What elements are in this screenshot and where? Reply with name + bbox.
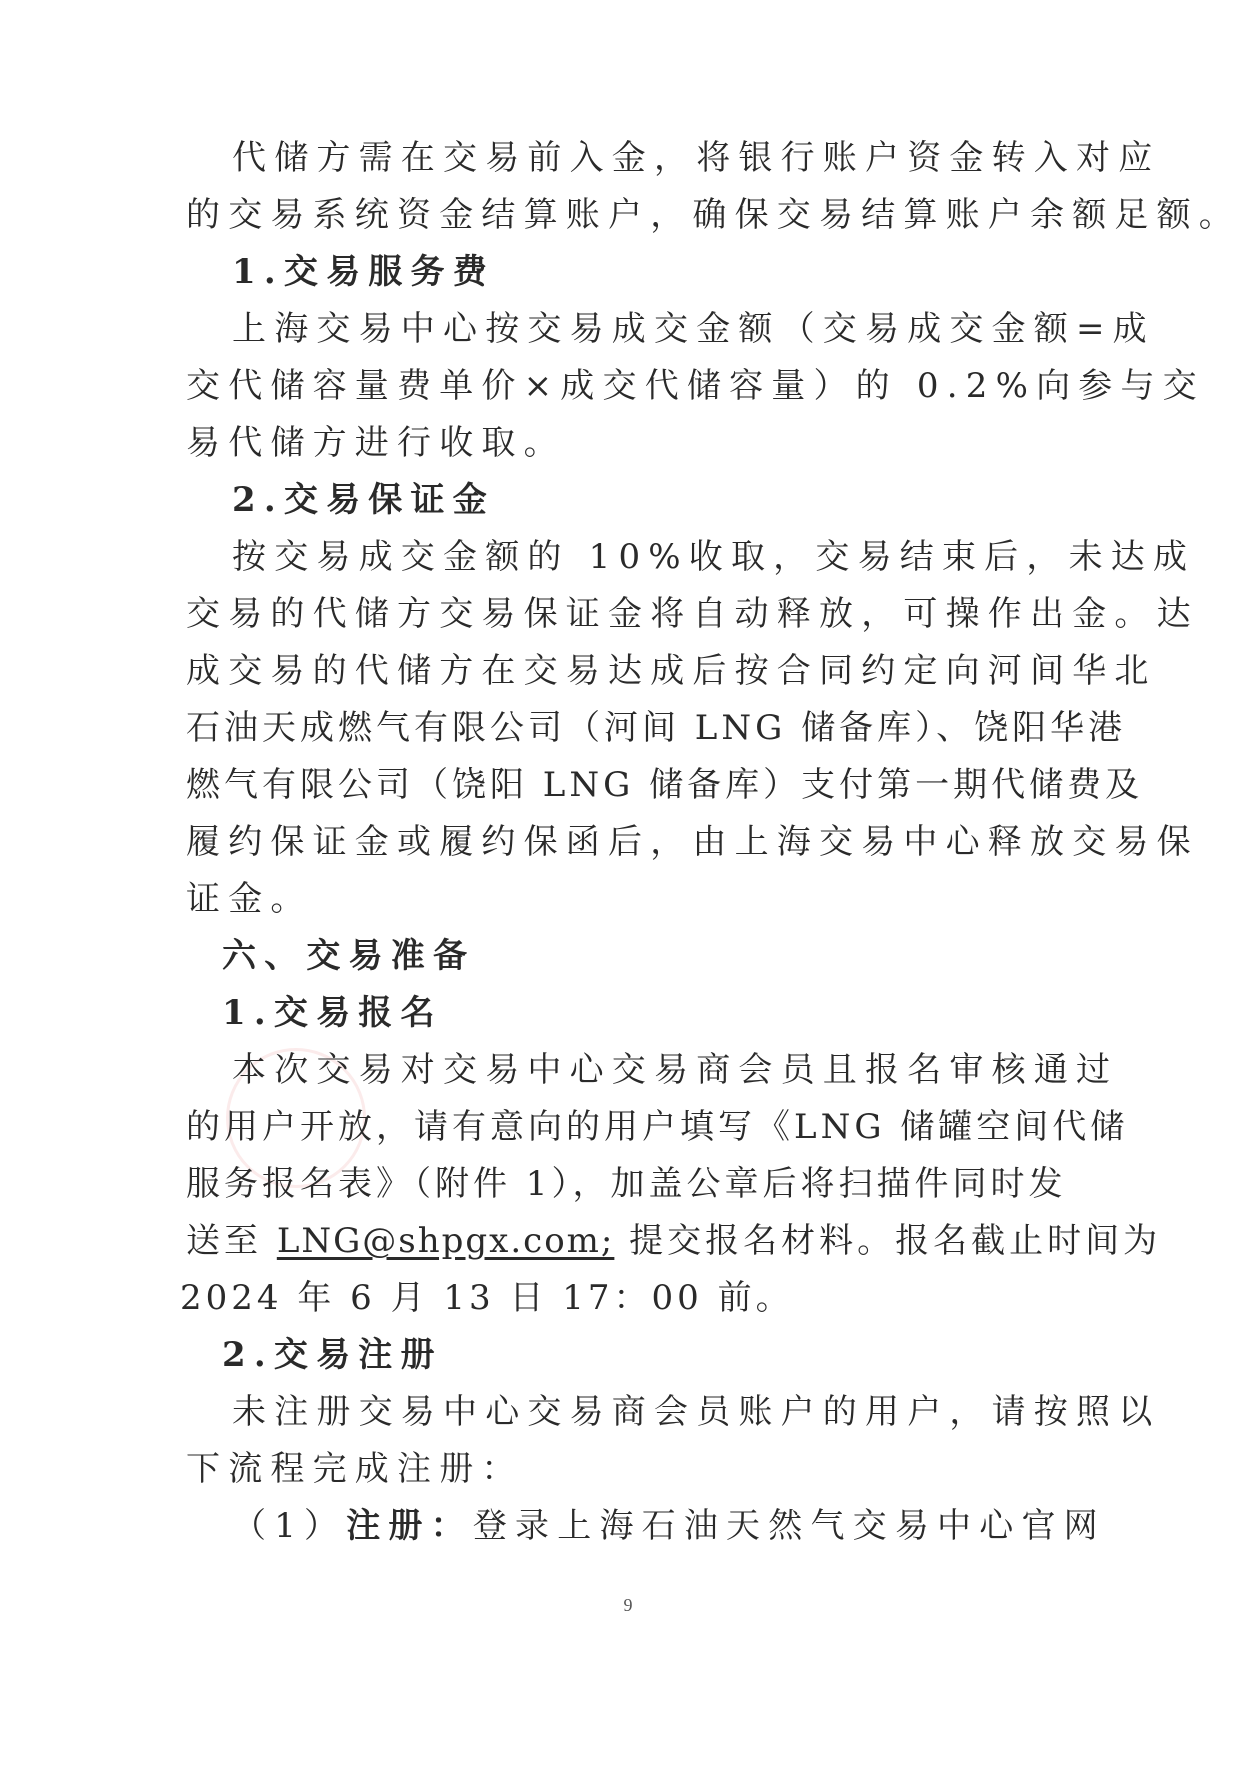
paragraph-line: 履约保证金或履约保函后，由上海交易中心释放交易保 [186, 822, 1199, 862]
paragraph-line: 成交易的代储方在交易达成后按合同约定向河间华北 [186, 651, 1157, 691]
list-marker: （1） [232, 1506, 347, 1546]
paragraph-line: 未注册交易中心交易商会员账户的用户，请按照以 [232, 1392, 1161, 1432]
paragraph-line: 按交易成交金额的 10%收取，交易结束后，未达成 [232, 537, 1196, 577]
paragraph-line: 石油天成燃气有限公司（河间 LNG 储备库）、饶阳华港 [186, 708, 1127, 748]
paragraph-line: 的用户开放，请有意向的用户填写《LNG 储罐空间代储 [186, 1107, 1129, 1147]
paragraph-text: 送至 [186, 1221, 277, 1261]
paragraph-line [186, 1221, 1161, 1261]
paragraph-text: 登录上海石油天然气交易中心官网 [472, 1506, 1106, 1546]
email-link[interactable]: LNG@shpgx.com; [276, 1221, 615, 1261]
paragraph-line: 下流程完成注册： [186, 1449, 524, 1489]
paragraph-line: 代储方需在交易前入金，将银行账户资金转入对应 [232, 138, 1161, 178]
paragraph-line: 交易的代储方交易保证金将自动释放，可操作出金。达 [186, 594, 1199, 634]
page-number: 9 [623, 1595, 633, 1615]
section-heading: 1.交易报名 [222, 993, 443, 1033]
paragraph-line: 交代储容量费单价×成交代储容量）的 0.2%向参与交 [186, 366, 1205, 406]
paragraph-line: 证金。 [186, 879, 313, 919]
paragraph-line: 上海交易中心按交易成交金额（交易成交金额=成 [232, 309, 1155, 349]
section-heading: 1.交易服务费 [232, 252, 495, 292]
paragraph-line: 2024 年 6 月 13 日 17：00 前。 [180, 1278, 794, 1318]
paragraph-line: 易代储方进行收取。 [186, 423, 566, 463]
paragraph-text: 提交报名材料。报名截止时间为 [614, 1221, 1162, 1261]
paragraph-line: 服务报名表》（附件 1），加盖公章后将扫描件同时发 [186, 1164, 1067, 1204]
paragraph-line: 燃气有限公司（饶阳 LNG 储备库）支付第一期代储费及 [186, 765, 1144, 805]
paragraph-line [232, 1506, 1106, 1546]
section-heading: 2.交易保证金 [232, 480, 495, 520]
step-label: 注册： [346, 1506, 473, 1546]
chapter-heading: 六、交易准备 [222, 936, 476, 976]
paragraph-line: 本次交易对交易中心交易商会员且报名审核通过 [232, 1050, 1119, 1090]
paragraph-line: 的交易系统资金结算账户，确保交易结算账户余额足额。 [186, 195, 1241, 235]
section-heading: 2.交易注册 [222, 1335, 443, 1375]
